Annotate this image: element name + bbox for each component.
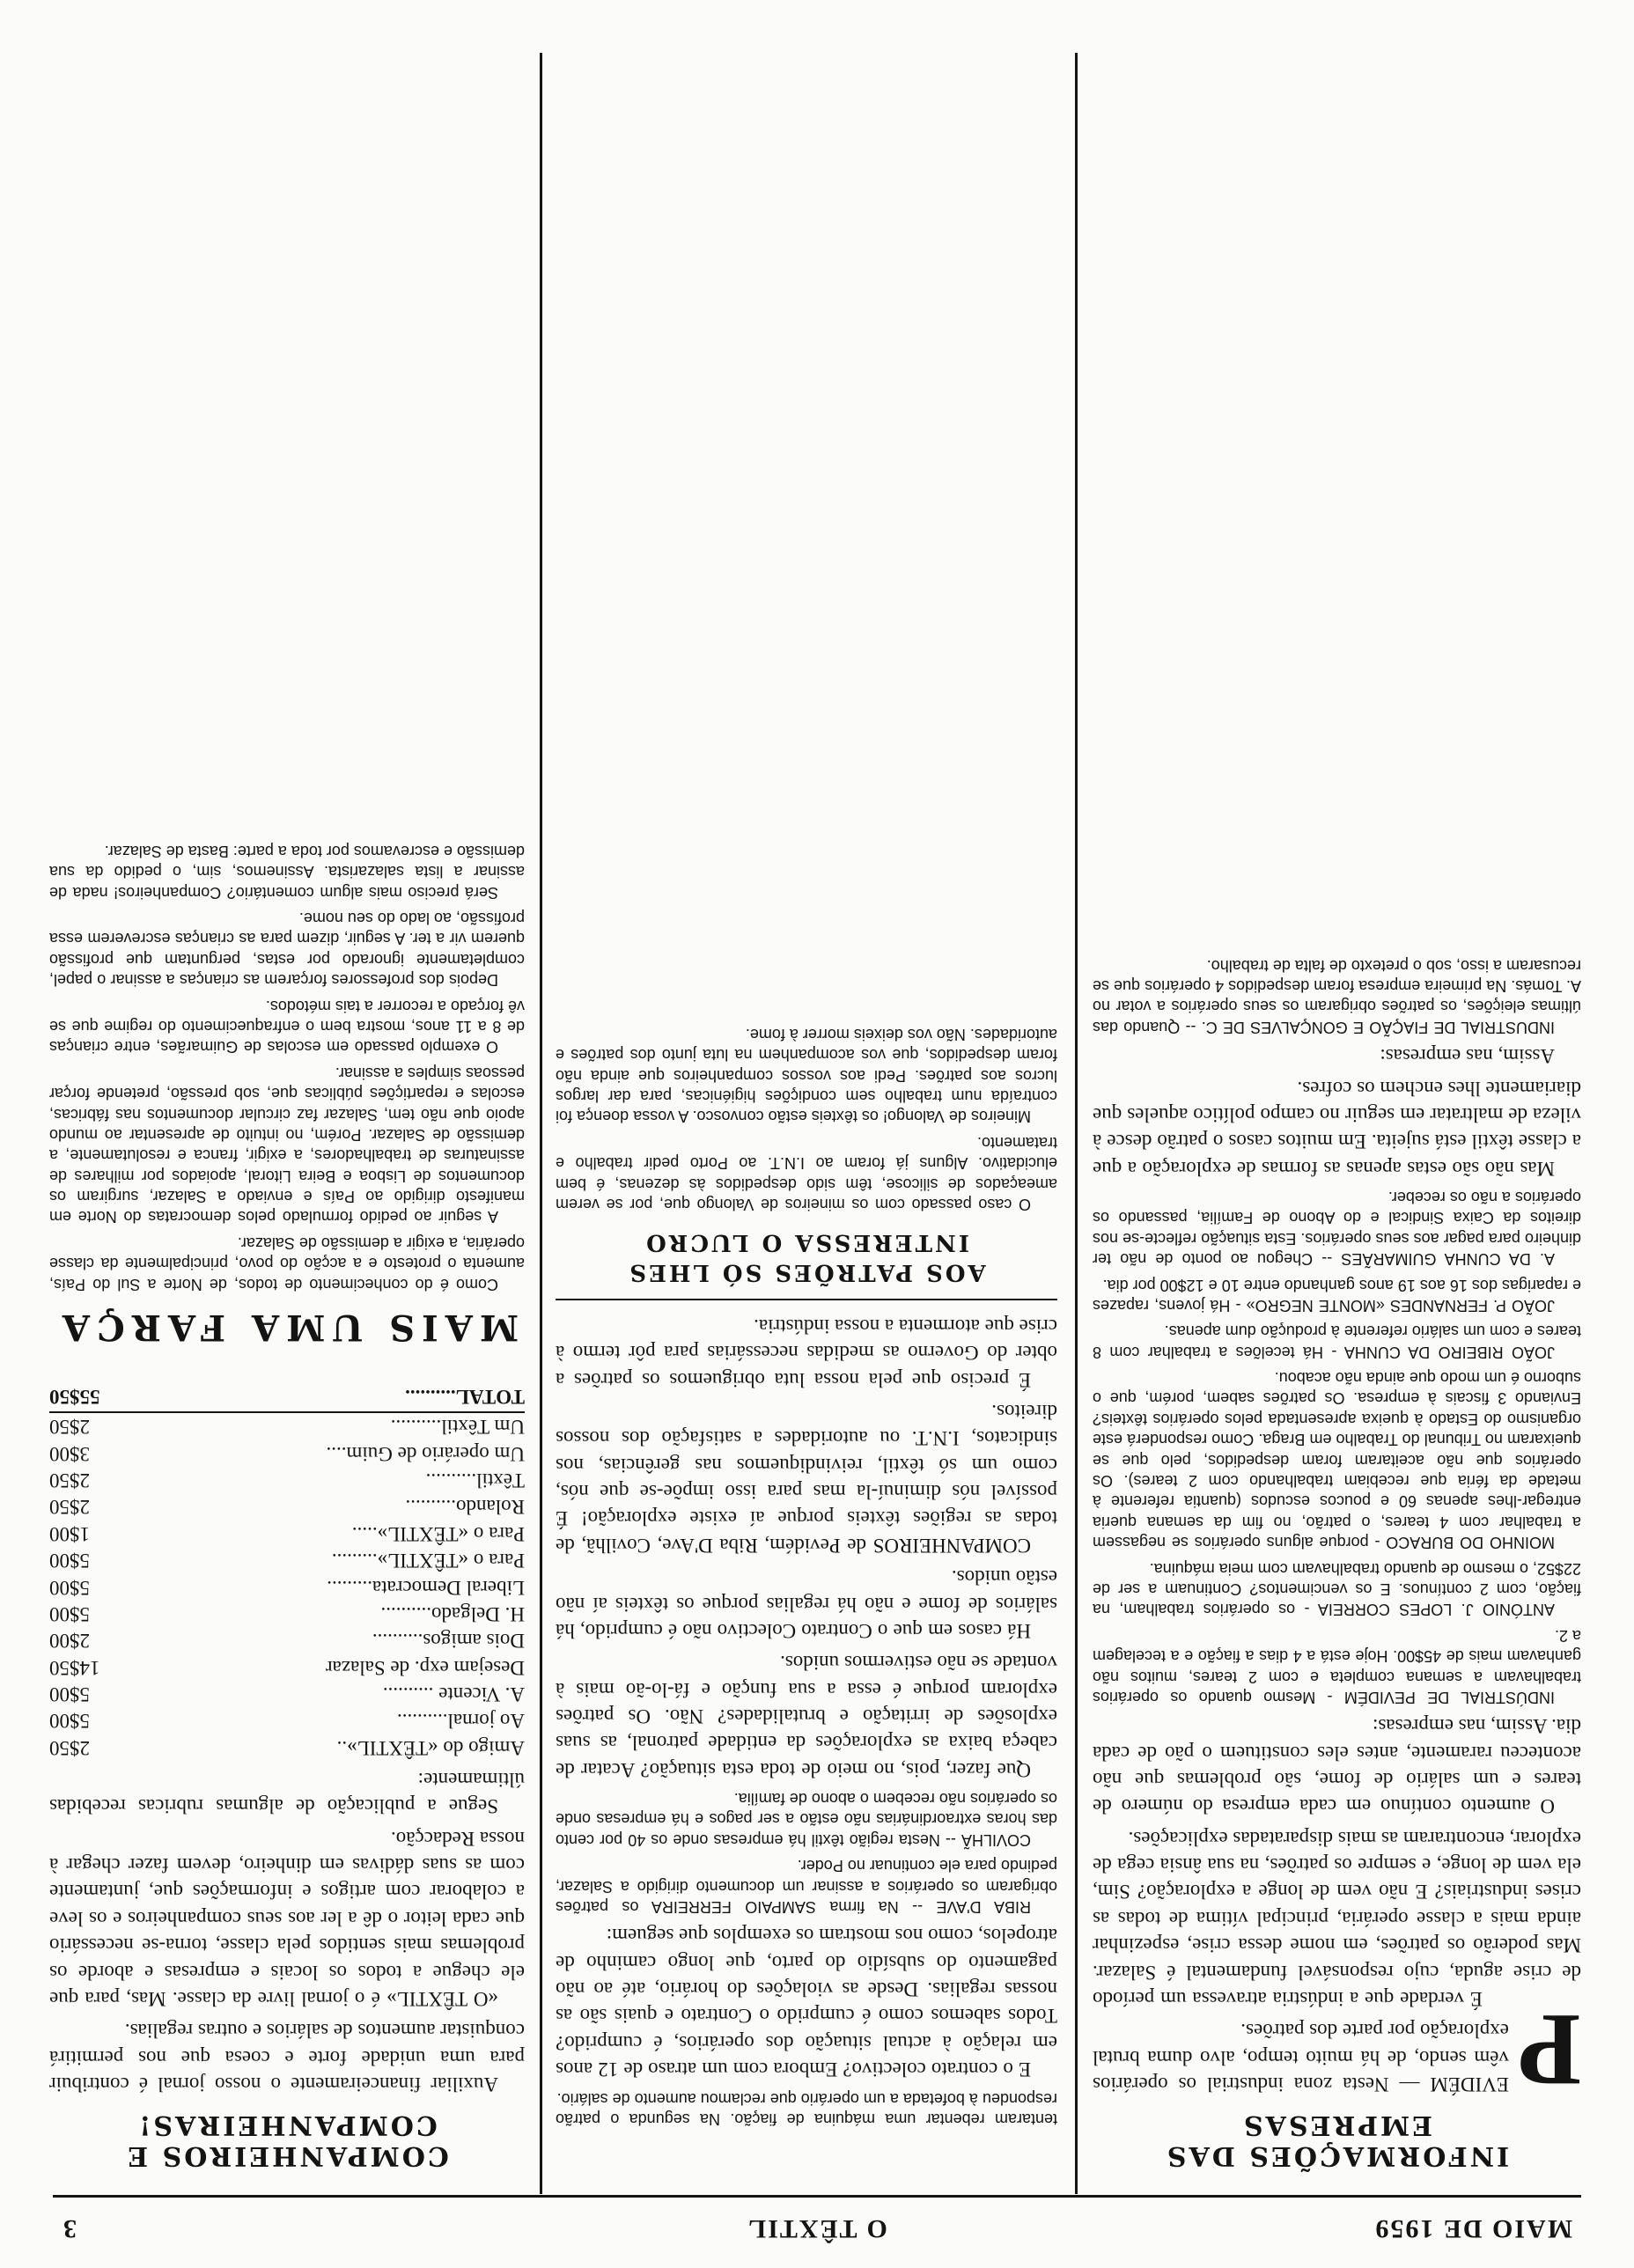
contribution-amount: 5$00 [49,1710,90,1733]
article-paragraph: «O TÊXTIL» é o jornal livre da classe. Mas, para que ele chegue a todos os locais e empresas e aborde os problemas mais sentidos pela classe, torna-se necessário que cada leitor o dê a ler aos seus companheiros e os leve a colaborar com artigos e informações que, juntamente com as suas dádivas em dinheiro, devem fazer chegar à nossa Redacção. [49,1827,525,2010]
contribution-name: Um Têxtil.......... [390,1416,525,1439]
section-title-company-reports: INFORMAÇÕES DAS EMPRESAS [1164,2110,1510,2171]
header-page-number: 3 [62,2214,77,2243]
contribution-amount: 5$00 [49,1683,90,1705]
contribution-amount: 5$00 [49,1602,90,1625]
contribution-row [49,1547,525,1573]
article-paragraph: COMPANHEIROS de Pevidém, Riba D'Ave, Covilhã, de todas as regiões têxteis porque aí existe exploração! É possível nós diminuí-la mas para isso impõe-se que nós, como um só têxtil, reivindiquemos nas gerências, nos sindicatos, I.N.T. ou autoridades a satisfação dos nossos direitos. [556,1401,1057,1557]
article-paragraph: JOÃO RIBEIRO DA CUNHA - Há tecelões a trabalhar com 8 teares e com um salário referente à produção dum apenas. [1093,1322,1581,1361]
column-company-reports [1093,53,1581,2180]
contribution-name: Para o «TÊXTIL»......... [331,1550,525,1572]
article-paragraph: INDÚSTRIAL DE PEVIDÉM - Mesmo quando os operários trabalhavam a semana completa e com 2 teares, muitos não ganhavam mais de 45$00. Hoje está a 4 dias a fiação e a tecelagem a 2. [1093,1626,1581,1706]
article-paragraph: Mas não são estas apenas as formas de exploração a que a classe têxtil está sujeita. Em muitos casos o patrão desce à vileza de maltratar em seguir no campo político aqueles que diariamente lhes enchem os cofres. [1093,1077,1581,1180]
contribution-amount: 2$50 [49,1736,90,1759]
contribution-row [49,1440,525,1466]
section-title-bosses: AOS PATRÕES SÓ LHES INTERESSA O LUCRO [627,1228,986,1285]
contribution-amount: 2$50 [49,1496,90,1519]
header-date: MAIO DE 1959 [1373,2214,1572,2243]
contribution-amount: 5$00 [49,1576,90,1599]
contribution-amount: 2$00 [49,1630,90,1653]
article-paragraph: Segue a publicação de algumas rubricas recebidas últimamente: [49,1769,525,1818]
contribution-name: Um operário de Guim.... [326,1442,525,1465]
contribution-row [49,1573,525,1600]
article-paragraph: RIBA D'AVE -- Na firma SAMPAIO FERREIRA os patrões obrigaram os operários a assinar um documento dirigido a Salazar, pedindo para ele continuar no Poder. [556,1857,1057,1917]
contribution-row [49,1601,525,1627]
contribution-row [49,1734,525,1760]
article-paragraph: Auxiliar financeiramente o nosso jornal é contribuir para uma unidade forte e coesa que nos permitirá conquistar aumentos de salários e outras regalias. [49,2020,525,2095]
article-paragraph: Será preciso mais algum comentário? Companheiros! nada de assinar a lista salazarista. Assinemos, sim, o pedido da sua demissão e escrevamos por toda a parte: Basta de Salazar. [49,842,525,902]
article-paragraph: INDUSTRIAL DE FIAÇÃO E GONÇALVES DE C. -- Quando das últimas eleições, os patrões obrigaram os seus operários a votar no A. Tomás. Na primeira empresa foram despedidos 4 operários que se recusaram a isso, sob o pretexto de falta de trabalho. [1093,956,1581,1036]
article-paragraph: EVIDÉM — Nesta zona industrial os operários vêm sendo, de há muito tempo, alvo duma brutal exploração por parte dos patrões. [1093,2020,1509,2095]
contribution-row [49,1412,525,1440]
contribution-row [49,1653,525,1680]
article-paragraph: A. DA CUNHA GUIMARÃES -- Chegou ao ponto de não ter dinheiro para pagar aos seus operários. Esta situação reflecte-se nos direitos da Caixa Sindical e do Abono de Família, passando os operários a não os receber. [1093,1188,1581,1269]
contribution-name: Ao jornal.......... [396,1710,525,1733]
article-paragraph: JOÃO P. FERNANDES «MONTE NEGRO» - Há jovens, rapazes e raparigas dos 16 aos 19 anos ganhando entre 10 e 12$00 por dia. [1093,1276,1581,1314]
article-paragraph: tentaram rebentar uma máquina de fiação. Na segunda o patrão respondeu à bofetada a um operário que reclamou aumento de salário. [556,2089,1057,2128]
contribution-name: H. Delgado.......... [380,1602,525,1625]
column-appeal [49,53,525,2180]
contribution-name: Têxtil.......... [425,1469,525,1492]
contribution-row [49,1707,525,1734]
contribution-name: Amigo do «TÊXTIL».. [336,1736,525,1759]
column-divider [1075,53,1078,2194]
section-title-farce: MAIS UMA FARÇA [55,1306,519,1348]
article-paragraph: É verdade que a indústria atravessa um período de crise aguda, cujo responsável fundamental é Salazar. Mas poderão os patrões, em nome dessa crise, espezinhar ainda mais a classe operária, principal vítima de todas as crises industriais? E não vem de longe a exploração? Sim, ela vem de longe, e sempre os patrões, na sua ânsia cega de explorar, encontraram as mais disparatadas explicações. [1093,1827,1581,2010]
article-paragraph: É preciso que pela nossa luta obriguemos os patrões a obter do Governo as medidas necessárias para pôr termo à crise que atormenta a nossa indústria. [556,1314,1057,1391]
contribution-name: A. Vicente .......... [382,1683,525,1705]
article-paragraph: COVILHÃ -- Nesta região têxtil há empresas onde os 40 por cento das horas extraordinárias não estão a ser pagos e há empresas onde os operários não recebem o abono de família. [556,1790,1057,1849]
total-amount: 55$50 [49,1383,156,1412]
article-paragraph: Mineiros de Valongo! os têxteis estão convosco. A vossa doença foi contraída num trabalho sem condições higiénicas, para dar largos lucros aos patrões. Pedi aos vossos companheiros que ainda não foram despedidos, que vos acompanhem na luta junto dos patrões e autoridades. Não vos deixeis morrer à fome. [556,1025,1057,1126]
contributions-table [49,1383,525,1761]
article-paragraph: A seguir ao pedido formulado pelos democratas do Norte em manifesto dirigido ao País e enviado a Salazar, surgiram os documentos de Lisboa e Beira Litoral, apoiados por milhares de assinaturas de trabalhadores, a exigir, franca e resolutamente, a demissão de Salazar. Porém, no intuito de apresentar ao mundo apoio que não tem, Salazar faz circular documentos nas fábricas, escolas e repartições públicas que, sob pressão, pretende forçar pessoas simples a assinar. [49,1064,525,1226]
header-rule [53,2195,1581,2198]
article-paragraph: Depois dos professores forçarem as crianças a assinar o papel, completamente ignorado por estas, perguntam que profissão querem vir a ter. A seguir, dizem para as crianças escreverem essa profissão, ao lado do seu nome. [49,909,525,990]
contribution-amount: 5$00 [49,1550,90,1572]
contribution-name: Liberal Democrata......... [327,1576,525,1599]
article-paragraph: Que fazer, pois, no meio de toda esta situação? Acatar de cabeça baixa as explorações da entidade patronal, as suas explosões de irritação e brutalidades? Não. Os patrões exploram porque é essa a sua função e fá-lo-ão mais à vontade se não estivermos unidos. [556,1652,1057,1781]
contribution-name: Dois amigos.......... [372,1630,525,1653]
column-contract [556,53,1057,2180]
section-title-comrades: COMPANHEIROS E COMPANHEIRAS! [125,2110,449,2171]
article-paragraph: E o contrato colectivo? Embora com um atraso de 12 anos em relação à actual situação dos operários, é cumprido? Todos sabemos como é cumprido o Contrato e quais são as nossas regalias. Desde as violações do horário, até ao não pagamento do subsídio do parto, que longo caminho de atropelos, como nos mostram os exemplos que seguem: [556,1925,1057,2081]
article-paragraph: Há casos em que o Contrato Colectivo não é cumprido, há salários de fome e não há regalias porque os têxteis aí não estão unidos. [556,1566,1057,1642]
contribution-row [49,1493,525,1520]
article-paragraph: MOINHO DO BURACO - porque alguns operários se negassem a trabalhar com 4 teares, o patrão, no fim da semana queria entregar-lhes apenas 60 e poucos escudos (quantia referente à metade da féria que recebiam trabalhando com 2 teares). Os operários que não aceitaram foram despedidos, pelo que se queixaram no Tribunal do Trabalho em Braga. Como responderá este organismo do Estado à queixa apresentada pelos operários têxteis? Enviando 3 fiscais à empresa. Os patrões sabem, porém, que o suborno é um modo que ainda não acabou. [1093,1369,1581,1552]
article-paragraph: Como é do conhecimento de todos, de Norte a Sul do País, aumenta o protesto e a acção do povo, principalmente da classe operária, a exigir a demissão de Salazar. [49,1233,525,1293]
contribution-row [49,1520,525,1546]
contribution-row [49,1681,525,1707]
contribution-amount: 1$00 [49,1522,90,1545]
contribution-amount: 14$50 [49,1656,100,1679]
total-label: TOTAL.......... [156,1383,525,1412]
contribution-name: Desejam exp. de Salazar [325,1656,525,1679]
contribution-amount: 3$00 [49,1442,90,1465]
contributions-total-row [49,1383,525,1412]
header-title: O TÊXTIL [747,2214,887,2243]
article-paragraph: ANTÓNIO J. LOPES CORREIA - os operários trabalham, na fiação, com 2 contínuos. E os vencimentos? Continuam a ser de 22$52, o mesmo de quando trabalhavam com meia máquina. [1093,1559,1581,1619]
contribution-name: Rolando.......... [405,1496,525,1519]
article-paragraph: O aumento contínuo em cada empresa do número de teares e um salário de fome, são problemas que não aconteceu raramente, antes eles constituem o pão de cada dia. Assim, nas empresas: [1093,1715,1581,1818]
contribution-amount: 2$50 [49,1416,90,1439]
contribution-amount: 2$50 [49,1469,90,1492]
contribution-row [49,1467,525,1493]
article-paragraph: O exemplo passado em escolas de Guimarães, entre crianças de 8 a 11 anos, mostra bem o enfraquecimento do regime que se vê forçado a recorrer a tais métodos. [49,997,525,1057]
section-divider [556,1299,1057,1300]
drop-cap: P [1517,1992,1581,2108]
column-divider [540,53,542,2194]
contribution-name: Para o «TÊXTIL»..... [351,1522,525,1545]
article-paragraph: O caso passado com os mineiros de Valongo que, por se verem ameaçados de silicose, têm sido despedidos às dezenas, é bem elucidativo. Alguns já foram ao I.N.T. ao Porto pedir trabalho e tratamento. [556,1133,1057,1214]
article-paragraph: Assim, nas empresas: [1380,1045,1555,1068]
contribution-row [49,1627,525,1653]
